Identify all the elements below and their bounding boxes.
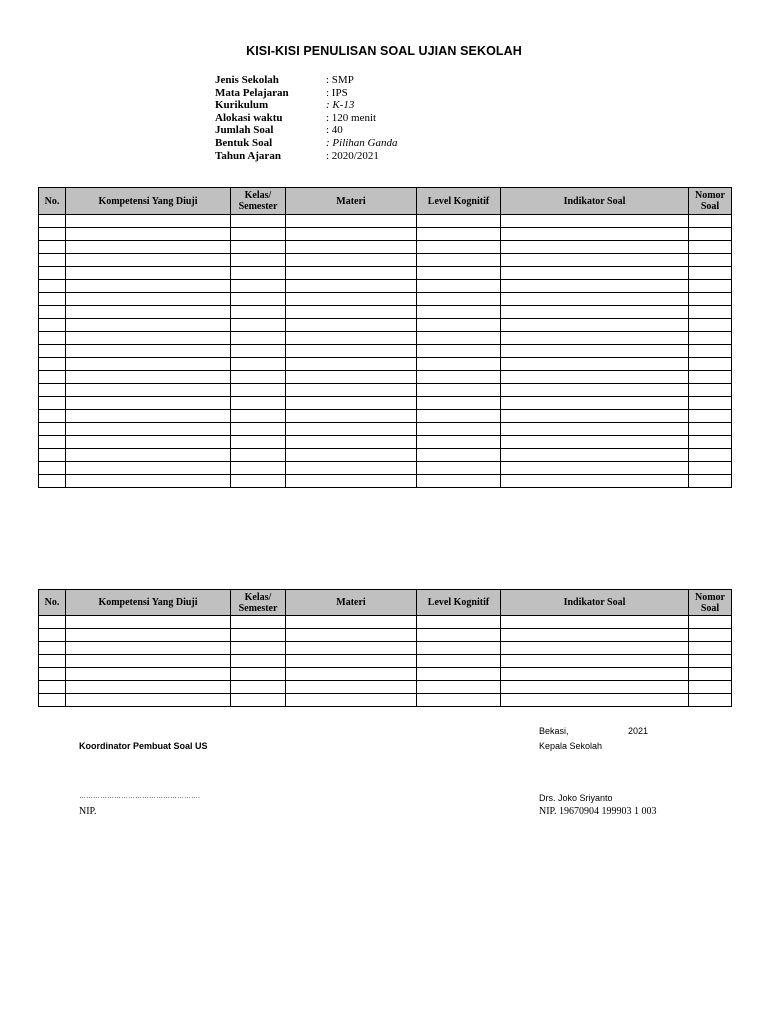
table-cell — [66, 681, 231, 694]
table-cell — [417, 462, 501, 475]
header-kelas-semester — [231, 188, 286, 215]
header-nomor: Nomor — [695, 591, 725, 603]
table-cell — [417, 616, 501, 629]
table-cell — [231, 280, 286, 293]
table-cell — [39, 681, 66, 694]
table-cell — [417, 694, 501, 707]
table-cell — [689, 319, 732, 332]
table-cell — [417, 306, 501, 319]
table-cell — [286, 475, 417, 488]
table-cell — [286, 397, 417, 410]
table-cell — [501, 371, 689, 384]
table-cell — [66, 215, 231, 228]
table-cell — [501, 642, 689, 655]
table-cell — [501, 228, 689, 241]
table-cell — [501, 397, 689, 410]
table-cell — [39, 475, 66, 488]
table-cell — [39, 655, 66, 668]
table-cell — [417, 475, 501, 488]
table-cell — [286, 462, 417, 475]
table-cell — [501, 358, 689, 371]
table-cell — [286, 371, 417, 384]
table-cell — [66, 228, 231, 241]
header-materi: Materi — [286, 590, 417, 616]
table-row — [39, 267, 732, 280]
info-value: : Pilihan Ganda — [326, 136, 398, 149]
table-cell — [689, 642, 732, 655]
table-row — [39, 293, 732, 306]
table-cell — [286, 358, 417, 371]
table-body — [39, 215, 732, 488]
table-cell — [231, 358, 286, 371]
table-cell — [286, 642, 417, 655]
table-cell — [417, 371, 501, 384]
table-cell — [501, 267, 689, 280]
table-cell — [66, 629, 231, 642]
info-row-jenis-sekolah — [215, 74, 398, 87]
table-cell — [689, 655, 732, 668]
table-cell — [689, 332, 732, 345]
table-cell — [417, 280, 501, 293]
table-cell — [66, 694, 231, 707]
document-title: KISI-KISI PENULISAN SOAL UJIAN SEKOLAH — [246, 44, 522, 58]
table-cell — [231, 228, 286, 241]
table-cell — [231, 449, 286, 462]
table-cell — [501, 345, 689, 358]
table-cell — [66, 410, 231, 423]
table-cell — [689, 384, 732, 397]
table-cell — [501, 306, 689, 319]
table-row — [39, 694, 732, 707]
table-cell — [39, 371, 66, 384]
header-soal: Soal — [700, 201, 720, 212]
table-cell — [417, 449, 501, 462]
info-label: Mata Pelajaran — [215, 86, 289, 99]
table-cell — [66, 616, 231, 629]
table-cell — [286, 681, 417, 694]
table-row — [39, 397, 732, 410]
table-cell — [39, 215, 66, 228]
table-cell — [66, 449, 231, 462]
table-cell — [231, 423, 286, 436]
table-cell — [286, 319, 417, 332]
table-cell — [501, 616, 689, 629]
table-cell — [417, 681, 501, 694]
header-kelas: Kelas/ — [244, 591, 272, 603]
table-cell — [39, 384, 66, 397]
table-cell — [39, 436, 66, 449]
table-cell — [417, 642, 501, 655]
table-cell — [66, 267, 231, 280]
table-cell — [501, 293, 689, 306]
info-row-bentuk-soal — [215, 137, 398, 150]
table-cell — [501, 280, 689, 293]
header-kompetensi: Kompetensi Yang Diuji — [66, 188, 231, 215]
table-cell — [689, 681, 732, 694]
table-cell — [39, 694, 66, 707]
principal-title: Kepala Sekolah — [539, 741, 603, 751]
table-cell — [66, 655, 231, 668]
table-cell — [286, 332, 417, 345]
table-body — [39, 616, 732, 707]
info-label: Jumlah Soal — [215, 124, 274, 137]
table-row — [39, 241, 732, 254]
table-cell — [231, 267, 286, 280]
header-indikator-soal: Indikator Soal — [501, 188, 689, 215]
table-cell — [689, 668, 732, 681]
table-cell — [66, 241, 231, 254]
table-cell — [417, 228, 501, 241]
table-cell — [417, 332, 501, 345]
table-row — [39, 254, 732, 267]
table-cell — [231, 668, 286, 681]
info-label: Tahun Ajaran — [215, 149, 281, 162]
table-cell — [417, 215, 501, 228]
table-cell — [231, 616, 286, 629]
table-cell — [501, 384, 689, 397]
table-cell — [501, 462, 689, 475]
table-cell — [689, 293, 732, 306]
header-kelas: Kelas/ — [244, 190, 272, 201]
exam-info — [215, 74, 398, 162]
table-cell — [66, 358, 231, 371]
table-cell — [286, 215, 417, 228]
table-cell — [689, 462, 732, 475]
table-cell — [286, 655, 417, 668]
header-semester: Semester — [238, 602, 278, 614]
table-cell — [231, 319, 286, 332]
table-cell — [286, 694, 417, 707]
table-cell — [689, 436, 732, 449]
table-cell — [286, 436, 417, 449]
table-cell — [501, 332, 689, 345]
table-header-row — [39, 188, 732, 215]
table-cell — [231, 345, 286, 358]
table-cell — [417, 345, 501, 358]
table-row — [39, 616, 732, 629]
table-cell — [39, 254, 66, 267]
table-row — [39, 423, 732, 436]
table-cell — [286, 293, 417, 306]
table-cell — [66, 280, 231, 293]
table-cell — [66, 397, 231, 410]
table-cell — [689, 358, 732, 371]
table-cell — [286, 345, 417, 358]
table-cell — [39, 397, 66, 410]
table-cell — [286, 241, 417, 254]
table-cell — [689, 410, 732, 423]
table-row — [39, 332, 732, 345]
table-cell — [286, 616, 417, 629]
table-cell — [231, 629, 286, 642]
table-cell — [286, 410, 417, 423]
table-cell — [689, 241, 732, 254]
table-cell — [231, 681, 286, 694]
table-cell — [66, 384, 231, 397]
table-cell — [39, 332, 66, 345]
table-cell — [286, 254, 417, 267]
table-cell — [501, 215, 689, 228]
table-cell — [231, 397, 286, 410]
table-cell — [689, 215, 732, 228]
coordinator-nip: NIP. — [79, 806, 97, 817]
header-no: No. — [39, 590, 66, 616]
table-cell — [39, 449, 66, 462]
coordinator-title: Koordinator Pembuat Soal US — [79, 741, 208, 751]
table-cell — [689, 345, 732, 358]
table-row — [39, 462, 732, 475]
header-materi: Materi — [286, 188, 417, 215]
table-cell — [689, 306, 732, 319]
table-row — [39, 629, 732, 642]
table-cell — [501, 436, 689, 449]
table-cell — [231, 241, 286, 254]
table-cell — [417, 410, 501, 423]
table-cell — [39, 280, 66, 293]
info-row-jumlah-soal — [215, 124, 398, 137]
info-label: Bentuk Soal — [215, 136, 273, 149]
table-cell — [231, 642, 286, 655]
header-semester: Semester — [238, 201, 278, 212]
signature-dots: ……………………………………………. — [79, 793, 200, 800]
table-row — [39, 681, 732, 694]
header-kompetensi: Kompetensi Yang Diuji — [66, 590, 231, 616]
table-cell — [417, 436, 501, 449]
table-cell — [286, 267, 417, 280]
header-nomor-soal — [689, 590, 732, 616]
table-cell — [689, 397, 732, 410]
table-cell — [689, 694, 732, 707]
table-cell — [689, 280, 732, 293]
table-cell — [417, 668, 501, 681]
table-cell — [286, 306, 417, 319]
table-cell — [66, 436, 231, 449]
year-label: 2021 — [628, 726, 649, 736]
table-cell — [231, 371, 286, 384]
table-cell — [231, 384, 286, 397]
table-row — [39, 449, 732, 462]
table-row — [39, 668, 732, 681]
table-cell — [689, 254, 732, 267]
table-cell — [501, 681, 689, 694]
table-cell — [39, 616, 66, 629]
table-cell — [39, 462, 66, 475]
table-cell — [501, 668, 689, 681]
table-cell — [689, 423, 732, 436]
header-level-kognitif: Level Kognitif — [417, 188, 501, 215]
table-cell — [66, 423, 231, 436]
header-indikator-soal: Indikator Soal — [501, 590, 689, 616]
table-header-row — [39, 590, 732, 616]
table-cell — [417, 293, 501, 306]
info-row-alokasi-waktu — [215, 112, 398, 125]
table-cell — [231, 332, 286, 345]
table-cell — [39, 642, 66, 655]
table-cell — [286, 228, 417, 241]
table-row — [39, 345, 732, 358]
table-cell — [501, 449, 689, 462]
info-value: : 40 — [326, 124, 343, 137]
table-cell — [39, 423, 66, 436]
table-cell — [417, 254, 501, 267]
table-cell — [689, 228, 732, 241]
table-cell — [66, 668, 231, 681]
table-cell — [417, 384, 501, 397]
table-cell — [286, 280, 417, 293]
table-cell — [417, 319, 501, 332]
table-cell — [231, 694, 286, 707]
table-row — [39, 642, 732, 655]
table-cell — [231, 410, 286, 423]
table-cell — [39, 668, 66, 681]
table-cell — [66, 642, 231, 655]
table-cell — [689, 616, 732, 629]
table-cell — [39, 319, 66, 332]
info-label: Kurikulum — [215, 99, 269, 112]
table-cell — [39, 306, 66, 319]
table-cell — [501, 629, 689, 642]
header-level-kognitif: Level Kognitif — [417, 590, 501, 616]
info-value: : IPS — [326, 86, 348, 99]
table-cell — [231, 215, 286, 228]
table-cell — [39, 358, 66, 371]
info-label: Jenis Sekolah — [215, 74, 279, 86]
header-nomor: Nomor — [695, 190, 725, 201]
table-cell — [689, 371, 732, 384]
table-cell — [39, 267, 66, 280]
table-cell — [689, 267, 732, 280]
table-cell — [417, 241, 501, 254]
header-kelas-semester — [231, 590, 286, 616]
table-cell — [231, 655, 286, 668]
table-cell — [417, 397, 501, 410]
table-cell — [286, 449, 417, 462]
table-cell — [39, 345, 66, 358]
info-value: : 120 menit — [326, 111, 377, 124]
table-cell — [231, 306, 286, 319]
table-cell — [66, 462, 231, 475]
table-cell — [231, 436, 286, 449]
table-row — [39, 306, 732, 319]
table-cell — [417, 629, 501, 642]
table-cell — [66, 254, 231, 267]
table-cell — [66, 332, 231, 345]
table-cell — [66, 319, 231, 332]
table-cell — [39, 629, 66, 642]
table-cell — [501, 694, 689, 707]
table-cell — [501, 655, 689, 668]
table-cell — [66, 306, 231, 319]
table-cell — [417, 655, 501, 668]
table-cell — [417, 423, 501, 436]
table-cell — [39, 241, 66, 254]
kisi-kisi-table-2 — [38, 589, 732, 707]
table-cell — [286, 629, 417, 642]
table-cell — [231, 475, 286, 488]
principal-nip: NIP. 19670904 199903 1 003 — [539, 806, 657, 817]
table-cell — [417, 358, 501, 371]
table-row — [39, 655, 732, 668]
table-row — [39, 475, 732, 488]
table-cell — [501, 423, 689, 436]
kisi-kisi-table-1 — [38, 187, 732, 488]
table-cell — [689, 629, 732, 642]
table-cell — [66, 345, 231, 358]
table-cell — [39, 410, 66, 423]
place-label: Bekasi, — [539, 726, 569, 736]
info-row-kurikulum — [215, 99, 398, 112]
table-cell — [39, 228, 66, 241]
table-cell — [66, 371, 231, 384]
table-cell — [286, 384, 417, 397]
info-label: Alokasi waktu — [215, 111, 283, 124]
header-no: No. — [39, 188, 66, 215]
table-cell — [501, 410, 689, 423]
table-row — [39, 319, 732, 332]
info-value: : 2020/2021 — [326, 149, 379, 162]
table-cell — [66, 475, 231, 488]
table-cell — [286, 423, 417, 436]
table-cell — [501, 319, 689, 332]
table-cell — [501, 241, 689, 254]
table-row — [39, 410, 732, 423]
info-value: : K-13 — [326, 99, 355, 112]
table-cell — [501, 254, 689, 267]
table-row — [39, 215, 732, 228]
header-nomor-soal — [689, 188, 732, 215]
table-row — [39, 358, 732, 371]
table-row — [39, 228, 732, 241]
table-row — [39, 436, 732, 449]
table-cell — [501, 475, 689, 488]
table-cell — [231, 254, 286, 267]
principal-name: Drs. Joko Sriyanto — [539, 793, 613, 803]
table-cell — [231, 293, 286, 306]
table-row — [39, 280, 732, 293]
table-row — [39, 384, 732, 397]
table-cell — [286, 668, 417, 681]
table-row — [39, 371, 732, 384]
table-cell — [66, 293, 231, 306]
table-cell — [689, 475, 732, 488]
table-cell — [689, 449, 732, 462]
info-value: : SMP — [326, 74, 354, 86]
info-row-tahun-ajaran — [215, 150, 398, 163]
table-cell — [39, 293, 66, 306]
header-soal: Soal — [700, 602, 720, 614]
table-cell — [417, 267, 501, 280]
info-row-mata-pelajaran — [215, 87, 398, 100]
table-cell — [231, 462, 286, 475]
